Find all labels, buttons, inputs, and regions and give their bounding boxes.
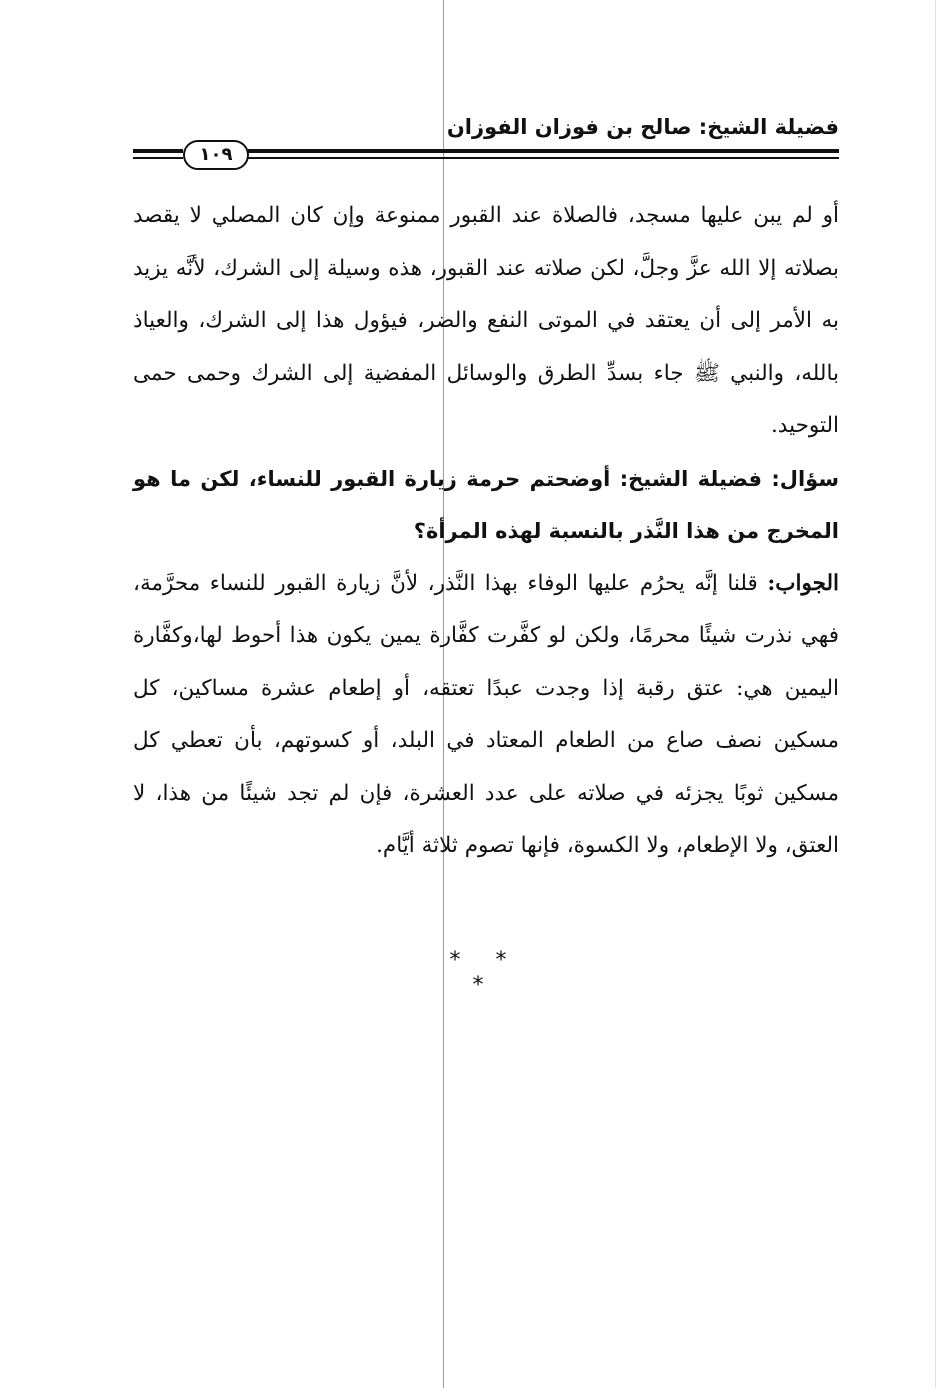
header-rule-thin	[248, 157, 839, 159]
question-paragraph: سؤال: فضيلة الشيخ: أوضحتم حرمة زيارة القبور للنساء، لكن ما هو المخرج من هذا النَّذر بالنسبة لهذه المرأة؟	[133, 466, 839, 543]
page-edge-line	[935, 0, 936, 1388]
header-rule-short-thin	[133, 157, 183, 159]
answer-label: الجواب:	[767, 570, 839, 596]
page-number-badge: ١٠٩	[183, 140, 249, 170]
header-rule-short-thick	[133, 149, 183, 153]
answer-text: قلنا إنَّه يحرُم عليها الوفاء بهذا النَّذر، لأنَّ زيارة القبور للنساء محرَّمة، فهي نذرت شيئًا محرمًا، ولكن لو كفَّرت كفَّارة يمين يكون هذا أحوط لها،وكفَّارة اليمين هي: عتق رقبة إذا وجدت عبدًا تعتقه، أو إطعام عشرة مساكين، كل مسكين نصف صاع من الطعام المعتاد في البلد، أو كسوتهم، بأن تعطي كل مسكين ثوبًا يجزئه في صلاته على عدد العشرة، فإن لم تجد شيئًا من هذا، لا العتق، ولا الإطعام، ولا الكسوة، فإنها تصوم ثلاثة أيَّام.	[133, 570, 839, 858]
body-text	[133, 190, 839, 873]
header-rule-thick	[248, 149, 839, 153]
answer-paragraph	[133, 558, 839, 873]
section-separator: * * *	[449, 948, 521, 998]
paragraph-1: أو لم يبن عليها مسجد، فالصلاة عند القبور ممنوعة وإن كان المصلي لا يقصد بصلاته إلا الله عزَّ وجلَّ، لكن صلاته عند القبور، هذه وسيلة إلى الشرك، لأنَّه يزيد به الأمر إلى أن يعتقد في الموتى النفع والضر، فيؤول هذا إلى الشرك، والعياذ بالله، والنبي ﷺ جاء بسدِّ الطرق والوسائل المفضية إلى الشرك وحمى حمى التوحيد.	[133, 203, 839, 438]
running-header-title: فضيلة الشيخ: صالح بن فوزان الفوزان	[446, 115, 839, 139]
